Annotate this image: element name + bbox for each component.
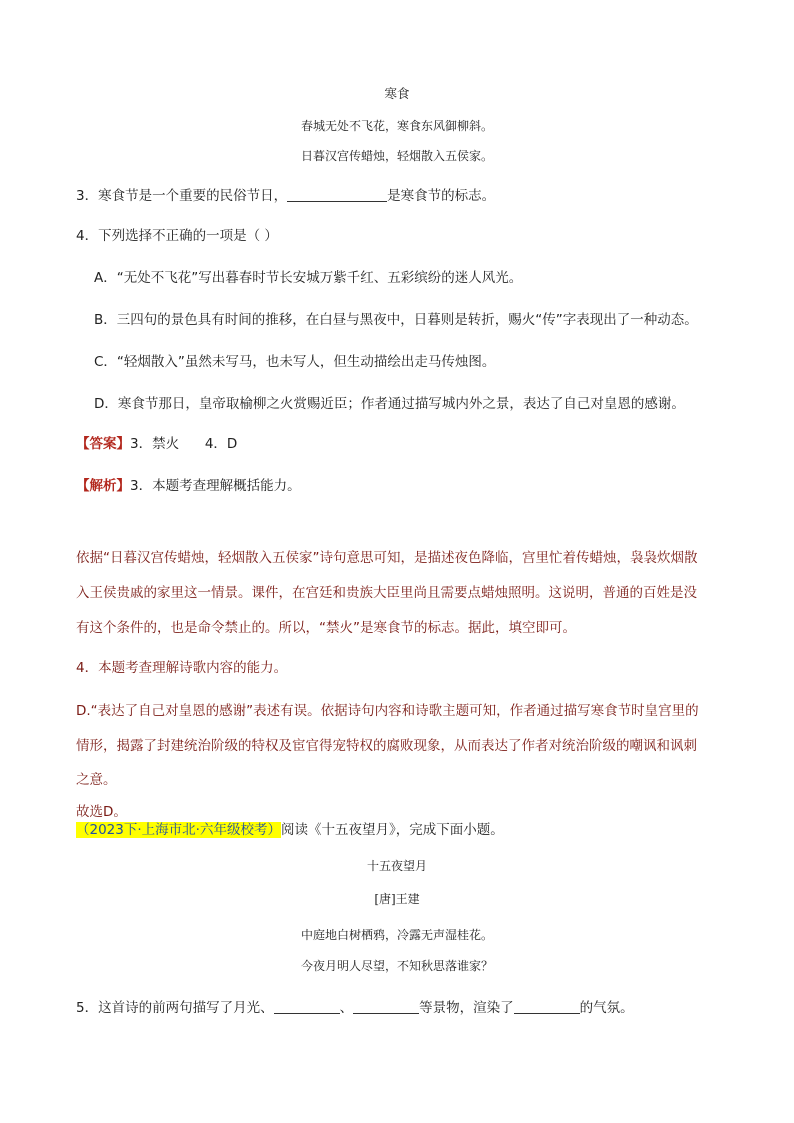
source-line bbox=[76, 818, 504, 838]
analysis-paragraph: 情形，揭露了封建统治阶级的特权及宦官得宠特权的腐败现象，从而表达了作者对统治阶级的嘲讽和讽刺 bbox=[76, 738, 697, 754]
answer-line bbox=[76, 432, 237, 452]
poem-author: [唐]王建 bbox=[374, 892, 420, 906]
answer-blank[interactable] bbox=[514, 999, 580, 1014]
analysis-q3-intro: 3．本题考查理解概括能力。 bbox=[130, 478, 301, 494]
option-a: A．“无处不飞花”写出暮春时节长安城万紫千红、五彩缤纷的迷人风光。 bbox=[94, 270, 523, 286]
question-5-text: 等景物，渲染了 bbox=[419, 1000, 514, 1016]
analysis-tag: 【解析】 bbox=[76, 478, 130, 494]
analysis-paragraph: 依据“日暮汉宫传蜡烛，轻烟散入五侯家”诗句意思可知，是描述夜色降临，宫里忙着传蜡烛，袅袅炊烟散 bbox=[76, 550, 698, 566]
analysis-paragraph: D.“表达了自己对皇恩的感谢”表述有误。依据诗句内容和诗歌主题可知，作者通过描写寒食节时皇宫里的 bbox=[76, 703, 699, 719]
poem-line: 日暮汉宫传蜡烛，轻烟散入五侯家。 bbox=[300, 149, 493, 163]
question-5-text: 的气氛。 bbox=[579, 1000, 634, 1016]
source-text: 阅读《十五夜望月》，完成下面小题。 bbox=[280, 822, 504, 838]
question-3-text: 3．寒食节是一个重要的民俗节日， bbox=[76, 188, 288, 204]
question-3 bbox=[76, 184, 495, 204]
question-5-text: 、 bbox=[339, 1000, 354, 1016]
answer-blank[interactable] bbox=[353, 999, 419, 1014]
analysis-paragraph: 有这个条件的，也是命令禁止的。所以，“禁火”是寒食节的标志。据此，填空即可。 bbox=[76, 620, 576, 636]
question-4-stem: 4．下列选择不正确的一项是（ ） bbox=[76, 228, 278, 244]
option-d: D．寒食节那日，皇帝取榆柳之火赏赐近臣；作者通过描写城内外之景，表达了自己对皇恩的感谢。 bbox=[94, 396, 685, 412]
option-b: B．三四句的景色具有时间的推移，在白昼与黑夜中，日暮则是转折，赐火“传”字表现出了一种动态。 bbox=[94, 312, 698, 328]
poem-line: 今夜月明人尽望，不知秋思落谁家？ bbox=[300, 959, 493, 973]
analysis-conclusion: 故选D。 bbox=[76, 804, 127, 820]
analysis-paragraph: 入王侯贵戚的家里这一情景。课件，在宫廷和贵族大臣里尚且需要点蜡烛照明。这说明，普通的百姓是没 bbox=[76, 585, 697, 601]
question-3-text: 是寒食节的标志。 bbox=[387, 188, 496, 204]
answer-blank[interactable] bbox=[287, 187, 387, 202]
answer-tag: 【答案】 bbox=[76, 436, 130, 452]
analysis-header bbox=[76, 474, 301, 494]
question-5 bbox=[76, 996, 634, 1016]
option-c: C．“轻烟散入”虽然未写马，也未写人，但生动描绘出走马传烛图。 bbox=[94, 354, 496, 370]
answer-text: 3．禁火 4．D bbox=[130, 436, 238, 452]
poem-title: 寒食 bbox=[384, 86, 410, 101]
question-5-text: 5．这首诗的前两句描写了月光、 bbox=[76, 1000, 274, 1016]
poem-line: 中庭地白树栖鸦，冷露无声湿桂花。 bbox=[300, 928, 493, 942]
poem-line: 春城无处不飞花，寒食东风御柳斜。 bbox=[300, 119, 493, 133]
answer-blank[interactable] bbox=[274, 999, 340, 1014]
analysis-paragraph: 之意。 bbox=[76, 772, 117, 788]
analysis-q4-intro: 4．本题考查理解诗歌内容的能力。 bbox=[76, 660, 288, 676]
poem-title: 十五夜望月 bbox=[366, 859, 427, 873]
source-tag: （2023下·上海市北·六年级校考） bbox=[76, 822, 281, 838]
